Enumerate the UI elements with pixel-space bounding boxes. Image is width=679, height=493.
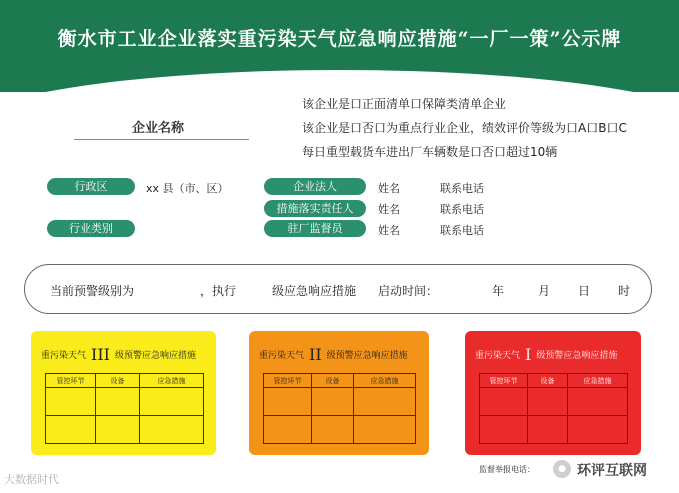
table-row <box>46 388 204 416</box>
supervise-phone-label: 监督举报电话： <box>479 465 535 474</box>
industry-label: 行业类别 <box>47 220 135 237</box>
card-title: 重污染天气 II 级预警应急响应措施 <box>259 345 408 364</box>
column-header: 设备 <box>528 374 568 388</box>
level-3-response-card <box>31 331 216 455</box>
measures-table <box>45 373 204 444</box>
statement-list-type: 该企业是口正面清单口保障类清单企业 <box>302 97 507 111</box>
column-header: 应急措施 <box>354 374 416 388</box>
district-value: xx 县（市、区） <box>146 182 229 195</box>
statement-key-industry: 该企业是口否口为重点行业企业，绩效评价等级为口A口B口C <box>302 121 627 135</box>
column-header: 管控环节 <box>264 374 312 388</box>
column-header: 应急措施 <box>140 374 204 388</box>
current-warning-level-label: 当前预警级别为 <box>50 284 135 298</box>
company-name-underline <box>74 139 249 140</box>
level-numeral: III <box>91 345 110 364</box>
response-measures-label: 级应急响应措施 <box>272 284 357 298</box>
page-title: 衡水市工业企业落实重污染天气应急响应措施“一厂一策”公示牌 <box>57 28 622 50</box>
table-row <box>480 416 628 444</box>
measures-table <box>479 373 628 444</box>
level-numeral: I <box>525 345 532 364</box>
column-header: 应急措施 <box>568 374 628 388</box>
watermark-left: 大数据时代 <box>4 473 59 486</box>
company-name-label: 企业名称 <box>131 121 184 136</box>
level-2-response-card <box>249 331 429 455</box>
column-header: 管控环节 <box>46 374 96 388</box>
district-label: 行政区 <box>47 178 135 195</box>
column-header: 设备 <box>312 374 354 388</box>
table-row <box>46 416 204 444</box>
title-banner <box>0 0 679 92</box>
column-header: 设备 <box>96 374 140 388</box>
legal-rep-name-label: 姓名 <box>378 182 400 195</box>
legal-rep-label: 企业法人 <box>264 178 366 195</box>
supervisor-phone-label: 联系电话 <box>440 224 484 237</box>
supervisor-name-label: 姓名 <box>378 224 400 237</box>
level-numeral: II <box>309 345 322 364</box>
responsible-name-label: 姓名 <box>378 203 400 216</box>
month-label: 月 <box>538 284 551 298</box>
card-title: 重污染天气 III 级预警应急响应措施 <box>41 345 196 364</box>
responsible-phone-label: 联系电话 <box>440 203 484 216</box>
chat-icon: ● <box>553 460 571 478</box>
start-time-label: 启动时间： <box>378 284 439 298</box>
banner-arc <box>0 70 679 92</box>
table-row <box>480 388 628 416</box>
execute-label: ，执行 <box>200 284 237 298</box>
responsible-person-label: 措施落实责任人 <box>264 200 366 217</box>
statement-truck-count: 每日重型载货车进出厂车辆数是口否口超过10辆 <box>302 145 558 159</box>
measures-table <box>263 373 416 444</box>
card-title: 重污染天气 I 级预警应急响应措施 <box>475 345 618 364</box>
supervisor-label: 驻厂监督员 <box>264 220 366 237</box>
table-row <box>264 416 416 444</box>
level-1-response-card <box>465 331 641 455</box>
watermark-right <box>553 459 675 481</box>
watermark-right-text: 环评互联网 <box>577 463 647 479</box>
hour-label: 时 <box>618 284 631 298</box>
column-header: 管控环节 <box>480 374 528 388</box>
day-label: 日 <box>578 284 591 298</box>
table-row <box>264 388 416 416</box>
year-label: 年 <box>492 284 505 298</box>
legal-rep-phone-label: 联系电话 <box>440 182 484 195</box>
